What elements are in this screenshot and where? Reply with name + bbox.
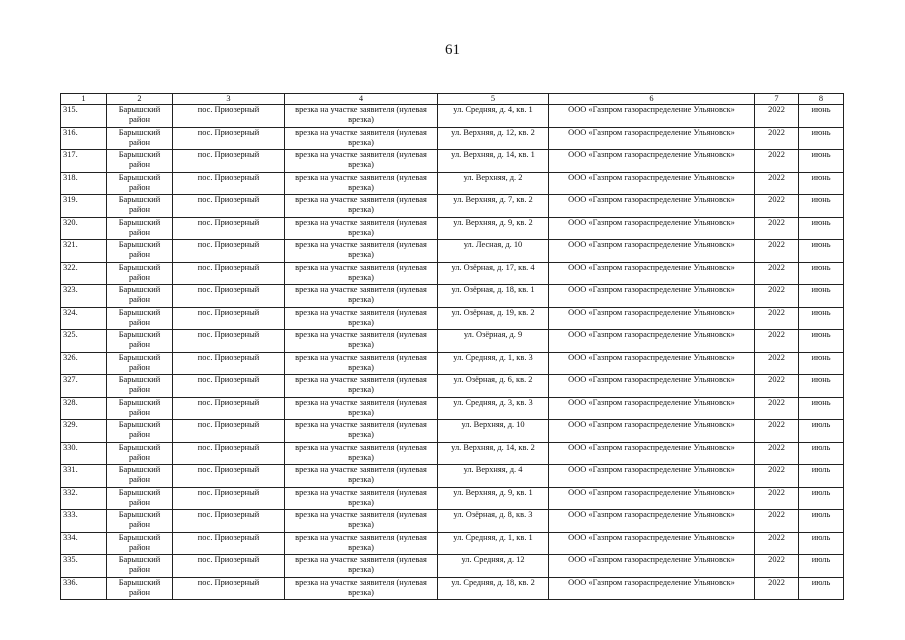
column-header: 4 [285, 94, 438, 105]
cell-year: 2022 [755, 397, 799, 420]
cell-organization: ООО «Газпром газораспределение Ульяновск» [549, 577, 755, 600]
table-row [61, 262, 844, 285]
cell-district: Барышский район [107, 420, 173, 443]
cell-year: 2022 [755, 307, 799, 330]
cell-month: июль [799, 532, 844, 555]
cell-year: 2022 [755, 127, 799, 150]
cell-year: 2022 [755, 150, 799, 173]
cell-year: 2022 [755, 375, 799, 398]
cell-settlement: пос. Приозерный [173, 150, 285, 173]
cell-district: Барышский район [107, 375, 173, 398]
cell-year: 2022 [755, 105, 799, 128]
table-row [61, 127, 844, 150]
registry-table [60, 93, 844, 600]
cell-row-number: 328. [61, 397, 107, 420]
cell-row-number: 324. [61, 307, 107, 330]
table-row [61, 105, 844, 128]
cell-connection-type: врезка на участке заявителя (нулевая врезка) [285, 307, 438, 330]
cell-year: 2022 [755, 577, 799, 600]
table-row [61, 510, 844, 533]
cell-district: Барышский район [107, 532, 173, 555]
cell-connection-type: врезка на участке заявителя (нулевая врезка) [285, 397, 438, 420]
cell-year: 2022 [755, 487, 799, 510]
cell-address: ул. Средняя, д. 4, кв. 1 [438, 105, 549, 128]
cell-row-number: 315. [61, 105, 107, 128]
cell-district: Барышский район [107, 172, 173, 195]
cell-row-number: 326. [61, 352, 107, 375]
cell-organization: ООО «Газпром газораспределение Ульяновск» [549, 150, 755, 173]
cell-settlement: пос. Приозерный [173, 330, 285, 353]
cell-settlement: пос. Приозерный [173, 127, 285, 150]
table-row [61, 307, 844, 330]
cell-row-number: 331. [61, 465, 107, 488]
cell-month: июнь [799, 397, 844, 420]
cell-organization: ООО «Газпром газораспределение Ульяновск» [549, 487, 755, 510]
cell-district: Барышский район [107, 442, 173, 465]
cell-district: Барышский район [107, 577, 173, 600]
column-header: 8 [799, 94, 844, 105]
cell-settlement: пос. Приозерный [173, 217, 285, 240]
cell-settlement: пос. Приозерный [173, 352, 285, 375]
cell-settlement: пос. Приозерный [173, 510, 285, 533]
cell-district: Барышский район [107, 465, 173, 488]
cell-address: ул. Озёрная, д. 8, кв. 3 [438, 510, 549, 533]
cell-address: ул. Средняя, д. 18, кв. 2 [438, 577, 549, 600]
cell-month: июнь [799, 262, 844, 285]
cell-row-number: 321. [61, 240, 107, 263]
cell-connection-type: врезка на участке заявителя (нулевая врезка) [285, 465, 438, 488]
cell-year: 2022 [755, 510, 799, 533]
cell-district: Барышский район [107, 195, 173, 218]
cell-month: июль [799, 465, 844, 488]
cell-month: июнь [799, 352, 844, 375]
cell-settlement: пос. Приозерный [173, 442, 285, 465]
table-row [61, 150, 844, 173]
cell-row-number: 336. [61, 577, 107, 600]
column-header: 7 [755, 94, 799, 105]
cell-settlement: пос. Приозерный [173, 240, 285, 263]
table-row [61, 465, 844, 488]
table-row [61, 532, 844, 555]
cell-connection-type: врезка на участке заявителя (нулевая врезка) [285, 330, 438, 353]
cell-organization: ООО «Газпром газораспределение Ульяновск» [549, 420, 755, 443]
cell-month: июнь [799, 330, 844, 353]
cell-row-number: 329. [61, 420, 107, 443]
cell-year: 2022 [755, 217, 799, 240]
cell-year: 2022 [755, 240, 799, 263]
cell-connection-type: врезка на участке заявителя (нулевая врезка) [285, 510, 438, 533]
table-row [61, 195, 844, 218]
cell-settlement: пос. Приозерный [173, 285, 285, 308]
table-row [61, 375, 844, 398]
cell-district: Барышский район [107, 150, 173, 173]
table-row [61, 397, 844, 420]
cell-settlement: пос. Приозерный [173, 487, 285, 510]
cell-address: ул. Средняя, д. 3, кв. 3 [438, 397, 549, 420]
cell-year: 2022 [755, 172, 799, 195]
cell-month: июнь [799, 105, 844, 128]
cell-connection-type: врезка на участке заявителя (нулевая врезка) [285, 532, 438, 555]
cell-connection-type: врезка на участке заявителя (нулевая врезка) [285, 442, 438, 465]
cell-connection-type: врезка на участке заявителя (нулевая врезка) [285, 487, 438, 510]
cell-month: июль [799, 487, 844, 510]
table-body [61, 105, 844, 600]
cell-row-number: 320. [61, 217, 107, 240]
cell-settlement: пос. Приозерный [173, 465, 285, 488]
cell-month: июнь [799, 195, 844, 218]
cell-organization: ООО «Газпром газораспределение Ульяновск» [549, 397, 755, 420]
cell-organization: ООО «Газпром газораспределение Ульяновск» [549, 217, 755, 240]
cell-address: ул. Верхняя, д. 4 [438, 465, 549, 488]
cell-month: июль [799, 442, 844, 465]
cell-address: ул. Верхняя, д. 14, кв. 2 [438, 442, 549, 465]
cell-address: ул. Лесная, д. 10 [438, 240, 549, 263]
cell-organization: ООО «Газпром газораспределение Ульяновск» [549, 375, 755, 398]
column-header: 3 [173, 94, 285, 105]
table-row [61, 577, 844, 600]
cell-row-number: 335. [61, 555, 107, 578]
cell-district: Барышский район [107, 262, 173, 285]
cell-year: 2022 [755, 285, 799, 308]
cell-year: 2022 [755, 195, 799, 218]
cell-month: июнь [799, 217, 844, 240]
cell-settlement: пос. Приозерный [173, 532, 285, 555]
cell-row-number: 330. [61, 442, 107, 465]
cell-organization: ООО «Газпром газораспределение Ульяновск» [549, 555, 755, 578]
cell-year: 2022 [755, 330, 799, 353]
cell-address: ул. Озёрная, д. 19, кв. 2 [438, 307, 549, 330]
cell-district: Барышский район [107, 307, 173, 330]
cell-month: июль [799, 420, 844, 443]
cell-organization: ООО «Газпром газораспределение Ульяновск» [549, 285, 755, 308]
cell-connection-type: врезка на участке заявителя (нулевая врезка) [285, 195, 438, 218]
cell-organization: ООО «Газпром газораспределение Ульяновск» [549, 127, 755, 150]
table-row [61, 330, 844, 353]
cell-organization: ООО «Газпром газораспределение Ульяновск» [549, 442, 755, 465]
cell-address: ул. Озёрная, д. 18, кв. 1 [438, 285, 549, 308]
column-header: 6 [549, 94, 755, 105]
table-row [61, 217, 844, 240]
cell-year: 2022 [755, 465, 799, 488]
table-row [61, 285, 844, 308]
cell-connection-type: врезка на участке заявителя (нулевая врезка) [285, 352, 438, 375]
table-row [61, 352, 844, 375]
cell-district: Барышский район [107, 397, 173, 420]
cell-address: ул. Средняя, д. 1, кв. 1 [438, 532, 549, 555]
cell-organization: ООО «Газпром газораспределение Ульяновск» [549, 195, 755, 218]
cell-settlement: пос. Приозерный [173, 375, 285, 398]
cell-address: ул. Верхняя, д. 9, кв. 2 [438, 217, 549, 240]
cell-address: ул. Верхняя, д. 12, кв. 2 [438, 127, 549, 150]
cell-month: июнь [799, 307, 844, 330]
cell-connection-type: врезка на участке заявителя (нулевая врезка) [285, 172, 438, 195]
cell-connection-type: врезка на участке заявителя (нулевая врезка) [285, 240, 438, 263]
cell-row-number: 322. [61, 262, 107, 285]
cell-row-number: 317. [61, 150, 107, 173]
cell-district: Барышский район [107, 127, 173, 150]
cell-settlement: пос. Приозерный [173, 397, 285, 420]
cell-year: 2022 [755, 555, 799, 578]
cell-month: июнь [799, 285, 844, 308]
cell-month: июнь [799, 240, 844, 263]
cell-district: Барышский район [107, 330, 173, 353]
table-row [61, 442, 844, 465]
table-row [61, 555, 844, 578]
header-row [61, 94, 844, 105]
cell-row-number: 319. [61, 195, 107, 218]
table-row [61, 172, 844, 195]
cell-district: Барышский район [107, 487, 173, 510]
cell-connection-type: врезка на участке заявителя (нулевая врезка) [285, 217, 438, 240]
cell-row-number: 318. [61, 172, 107, 195]
cell-address: ул. Верхняя, д. 14, кв. 1 [438, 150, 549, 173]
column-header: 5 [438, 94, 549, 105]
cell-row-number: 332. [61, 487, 107, 510]
cell-row-number: 325. [61, 330, 107, 353]
cell-address: ул. Верхняя, д. 10 [438, 420, 549, 443]
column-header: 1 [61, 94, 107, 105]
page-number: 61 [445, 42, 460, 58]
cell-connection-type: врезка на участке заявителя (нулевая врезка) [285, 150, 438, 173]
cell-year: 2022 [755, 532, 799, 555]
cell-year: 2022 [755, 262, 799, 285]
cell-organization: ООО «Газпром газораспределение Ульяновск» [549, 172, 755, 195]
cell-settlement: пос. Приозерный [173, 195, 285, 218]
table-row [61, 240, 844, 263]
cell-address: ул. Озёрная, д. 17, кв. 4 [438, 262, 549, 285]
cell-district: Барышский район [107, 285, 173, 308]
cell-district: Барышский район [107, 352, 173, 375]
cell-row-number: 333. [61, 510, 107, 533]
cell-settlement: пос. Приозерный [173, 105, 285, 128]
cell-connection-type: врезка на участке заявителя (нулевая врезка) [285, 375, 438, 398]
cell-address: ул. Средняя, д. 1, кв. 3 [438, 352, 549, 375]
cell-year: 2022 [755, 352, 799, 375]
cell-month: июнь [799, 172, 844, 195]
cell-settlement: пос. Приозерный [173, 172, 285, 195]
cell-month: июль [799, 577, 844, 600]
cell-settlement: пос. Приозерный [173, 262, 285, 285]
cell-connection-type: врезка на участке заявителя (нулевая врезка) [285, 555, 438, 578]
cell-district: Барышский район [107, 240, 173, 263]
cell-address: ул. Озёрная, д. 9 [438, 330, 549, 353]
cell-organization: ООО «Газпром газораспределение Ульяновск» [549, 262, 755, 285]
cell-settlement: пос. Приозерный [173, 307, 285, 330]
cell-settlement: пос. Приозерный [173, 577, 285, 600]
cell-organization: ООО «Газпром газораспределение Ульяновск» [549, 240, 755, 263]
cell-year: 2022 [755, 442, 799, 465]
cell-row-number: 327. [61, 375, 107, 398]
cell-connection-type: врезка на участке заявителя (нулевая врезка) [285, 127, 438, 150]
cell-month: июнь [799, 150, 844, 173]
cell-address: ул. Верхняя, д. 7, кв. 2 [438, 195, 549, 218]
cell-connection-type: врезка на участке заявителя (нулевая врезка) [285, 420, 438, 443]
cell-address: ул. Озёрная, д. 6, кв. 2 [438, 375, 549, 398]
cell-settlement: пос. Приозерный [173, 420, 285, 443]
cell-settlement: пос. Приозерный [173, 555, 285, 578]
cell-organization: ООО «Газпром газораспределение Ульяновск» [549, 307, 755, 330]
cell-district: Барышский район [107, 217, 173, 240]
cell-district: Барышский район [107, 555, 173, 578]
cell-district: Барышский район [107, 105, 173, 128]
cell-row-number: 334. [61, 532, 107, 555]
cell-organization: ООО «Газпром газораспределение Ульяновск» [549, 510, 755, 533]
cell-year: 2022 [755, 420, 799, 443]
cell-address: ул. Верхняя, д. 9, кв. 1 [438, 487, 549, 510]
table-row [61, 487, 844, 510]
cell-connection-type: врезка на участке заявителя (нулевая врезка) [285, 105, 438, 128]
cell-organization: ООО «Газпром газораспределение Ульяновск» [549, 330, 755, 353]
cell-address: ул. Верхняя, д. 2 [438, 172, 549, 195]
cell-organization: ООО «Газпром газораспределение Ульяновск» [549, 352, 755, 375]
cell-connection-type: врезка на участке заявителя (нулевая врезка) [285, 577, 438, 600]
cell-organization: ООО «Газпром газораспределение Ульяновск» [549, 105, 755, 128]
cell-month: июнь [799, 375, 844, 398]
cell-organization: ООО «Газпром газораспределение Ульяновск» [549, 532, 755, 555]
cell-month: июль [799, 510, 844, 533]
cell-district: Барышский район [107, 510, 173, 533]
cell-month: июнь [799, 127, 844, 150]
cell-row-number: 316. [61, 127, 107, 150]
cell-connection-type: врезка на участке заявителя (нулевая врезка) [285, 262, 438, 285]
table-row [61, 420, 844, 443]
column-header: 2 [107, 94, 173, 105]
cell-address: ул. Средняя, д. 12 [438, 555, 549, 578]
cell-organization: ООО «Газпром газораспределение Ульяновск» [549, 465, 755, 488]
cell-row-number: 323. [61, 285, 107, 308]
cell-connection-type: врезка на участке заявителя (нулевая врезка) [285, 285, 438, 308]
cell-month: июль [799, 555, 844, 578]
